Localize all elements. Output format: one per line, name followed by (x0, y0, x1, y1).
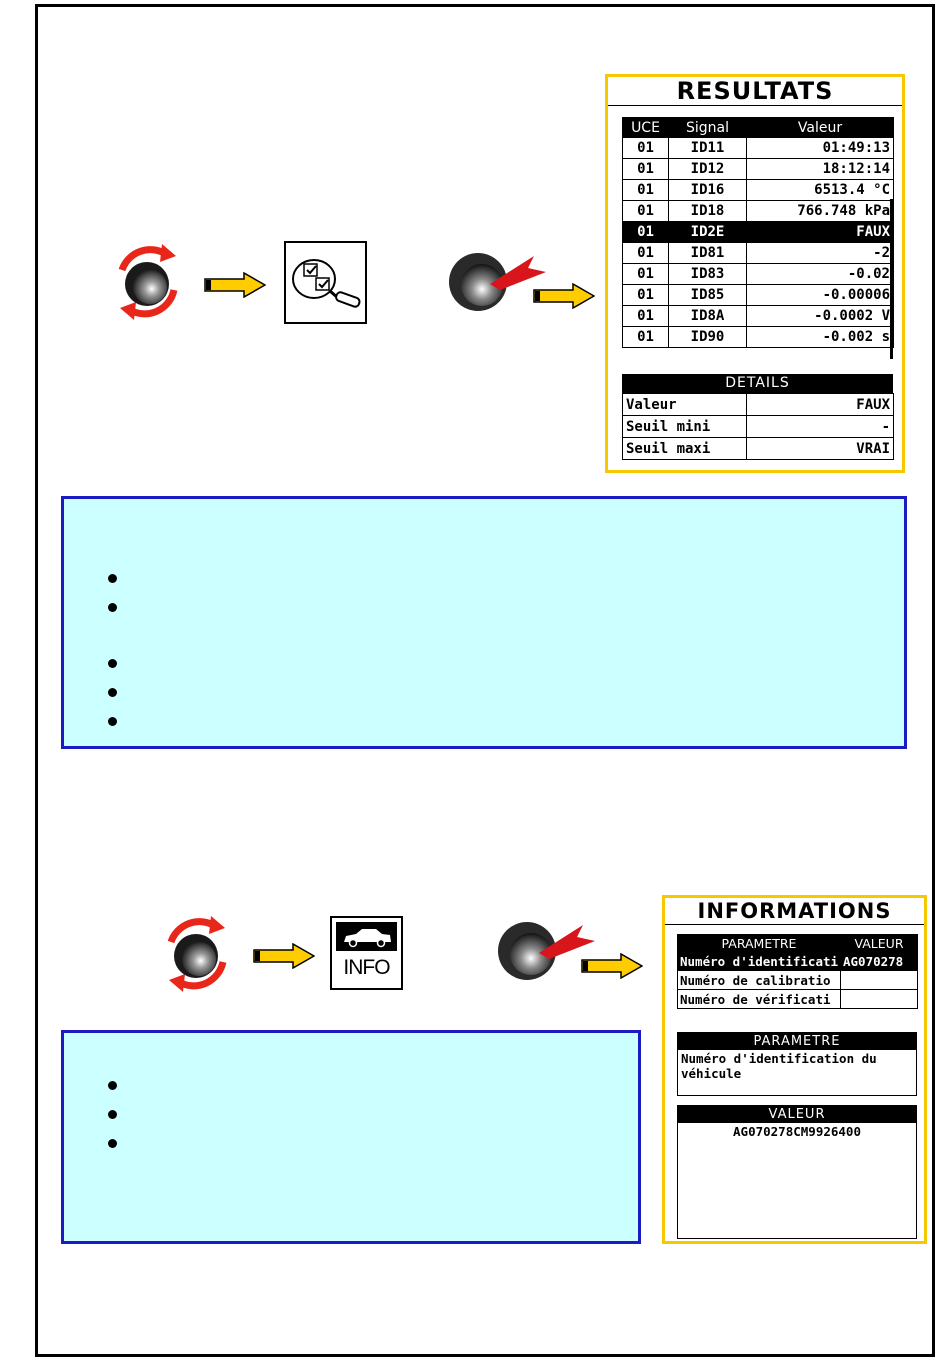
signal-cell: ID85 (669, 285, 747, 306)
column-header-uce: UCE (623, 118, 669, 138)
signal-cell: ID8A (669, 306, 747, 327)
table-row[interactable] (623, 138, 894, 159)
param-cell: Numéro de vérificati (678, 990, 841, 1009)
details-table (622, 393, 894, 460)
table-row[interactable] (623, 306, 894, 327)
informations-table[interactable] (677, 934, 918, 1009)
uce-cell: 01 (623, 201, 669, 222)
column-header-valeur: VALEUR (841, 935, 918, 952)
rotary-knob-icon (157, 912, 235, 996)
signal-cell: ID83 (669, 264, 747, 285)
bullet (108, 1110, 117, 1119)
yellow-arrow-icon (533, 283, 595, 309)
valeur-cell: 6513.4 °C (747, 180, 894, 201)
valeur-cell: 01:49:13 (747, 138, 894, 159)
uce-cell: 01 (623, 159, 669, 180)
table-row[interactable] (678, 971, 918, 990)
details-value: VRAI (747, 438, 894, 460)
param-cell: Numéro d'identificati (678, 952, 841, 971)
note-box-informations (61, 1030, 641, 1244)
signal-cell: ID90 (669, 327, 747, 348)
column-header-parametre: PARAMETRE (678, 935, 841, 952)
resultats-title: RESULTATS (676, 77, 834, 105)
yellow-arrow-icon (253, 943, 315, 969)
valeur-panel (677, 1105, 917, 1239)
details-panel (622, 374, 893, 460)
table-row[interactable] (623, 264, 894, 285)
details-title: DETAILS (622, 374, 893, 393)
details-value: FAUX (747, 394, 894, 416)
bullet (108, 1081, 117, 1090)
bullet (108, 688, 117, 697)
value-cell (841, 971, 918, 990)
table-row[interactable] (623, 180, 894, 201)
details-label: Valeur (623, 394, 747, 416)
table-row[interactable] (678, 990, 918, 1009)
yellow-arrow-icon (581, 953, 643, 979)
signal-cell: ID81 (669, 243, 747, 264)
title-divider (608, 105, 902, 106)
details-value: - (747, 416, 894, 438)
note-box-results (61, 496, 907, 749)
bullet (108, 659, 117, 668)
table-row[interactable] (623, 159, 894, 180)
car-icon (336, 922, 397, 951)
valeur-panel-text: AG070278CM9926400 (733, 1124, 861, 1139)
details-label: Seuil maxi (623, 438, 747, 460)
informations-screen (662, 895, 927, 1244)
table-row-selected[interactable] (678, 952, 918, 971)
uce-cell: 01 (623, 306, 669, 327)
resultats-screen (605, 74, 905, 473)
table-row[interactable] (623, 201, 894, 222)
valeur-cell: -2 (747, 243, 894, 264)
valeur-cell: -0.002 s (747, 327, 894, 348)
yellow-arrow-icon (204, 272, 266, 298)
param-cell: Numéro de calibratio (678, 971, 841, 990)
informations-title: INFORMATIONS (697, 899, 892, 923)
signal-cell: ID18 (669, 201, 747, 222)
uce-cell: 01 (623, 180, 669, 201)
valeur-cell: 766.748 kPa (747, 201, 894, 222)
results-table[interactable] (622, 117, 894, 348)
uce-cell: 01 (623, 285, 669, 306)
signal-cell: ID16 (669, 180, 747, 201)
valeur-cell: 18:12:14 (747, 159, 894, 180)
parametre-panel (677, 1032, 917, 1096)
uce-cell: 01 (623, 138, 669, 159)
value-cell: AG070278 (841, 952, 918, 971)
table-row[interactable] (623, 285, 894, 306)
vehicle-info-icon[interactable] (330, 916, 403, 990)
bullet (108, 1139, 117, 1148)
uce-cell: 01 (623, 264, 669, 285)
results-scrollbar[interactable] (890, 199, 893, 359)
bullet (108, 603, 117, 612)
bullet (108, 717, 117, 726)
signal-cell: ID2E (669, 222, 747, 243)
valeur-cell: -0.0002 V (747, 306, 894, 327)
table-row-selected[interactable] (623, 222, 894, 243)
table-row[interactable] (623, 327, 894, 348)
info-icon-label: INFO (343, 956, 390, 979)
valeur-cell: -0.00006 (747, 285, 894, 306)
uce-cell: 01 (623, 243, 669, 264)
valeur-panel-title: VALEUR (678, 1106, 916, 1123)
value-cell (841, 990, 918, 1009)
bullet (108, 574, 117, 583)
title-divider (665, 924, 924, 925)
details-label: Seuil mini (623, 416, 747, 438)
parametre-panel-title: PARAMETRE (678, 1033, 916, 1050)
rotary-knob-icon (108, 240, 186, 324)
signal-cell: ID12 (669, 159, 747, 180)
table-row[interactable] (623, 243, 894, 264)
magnifier-checklist-icon[interactable] (284, 241, 367, 324)
uce-cell: 01 (623, 222, 669, 243)
column-header-signal: Signal (669, 118, 747, 138)
column-header-valeur: Valeur (747, 118, 894, 138)
uce-cell: 01 (623, 327, 669, 348)
valeur-cell: FAUX (747, 222, 894, 243)
signal-cell: ID11 (669, 138, 747, 159)
valeur-cell: -0.02 (747, 264, 894, 285)
parametre-panel-text: Numéro d'identification du véhicule (681, 1051, 877, 1081)
